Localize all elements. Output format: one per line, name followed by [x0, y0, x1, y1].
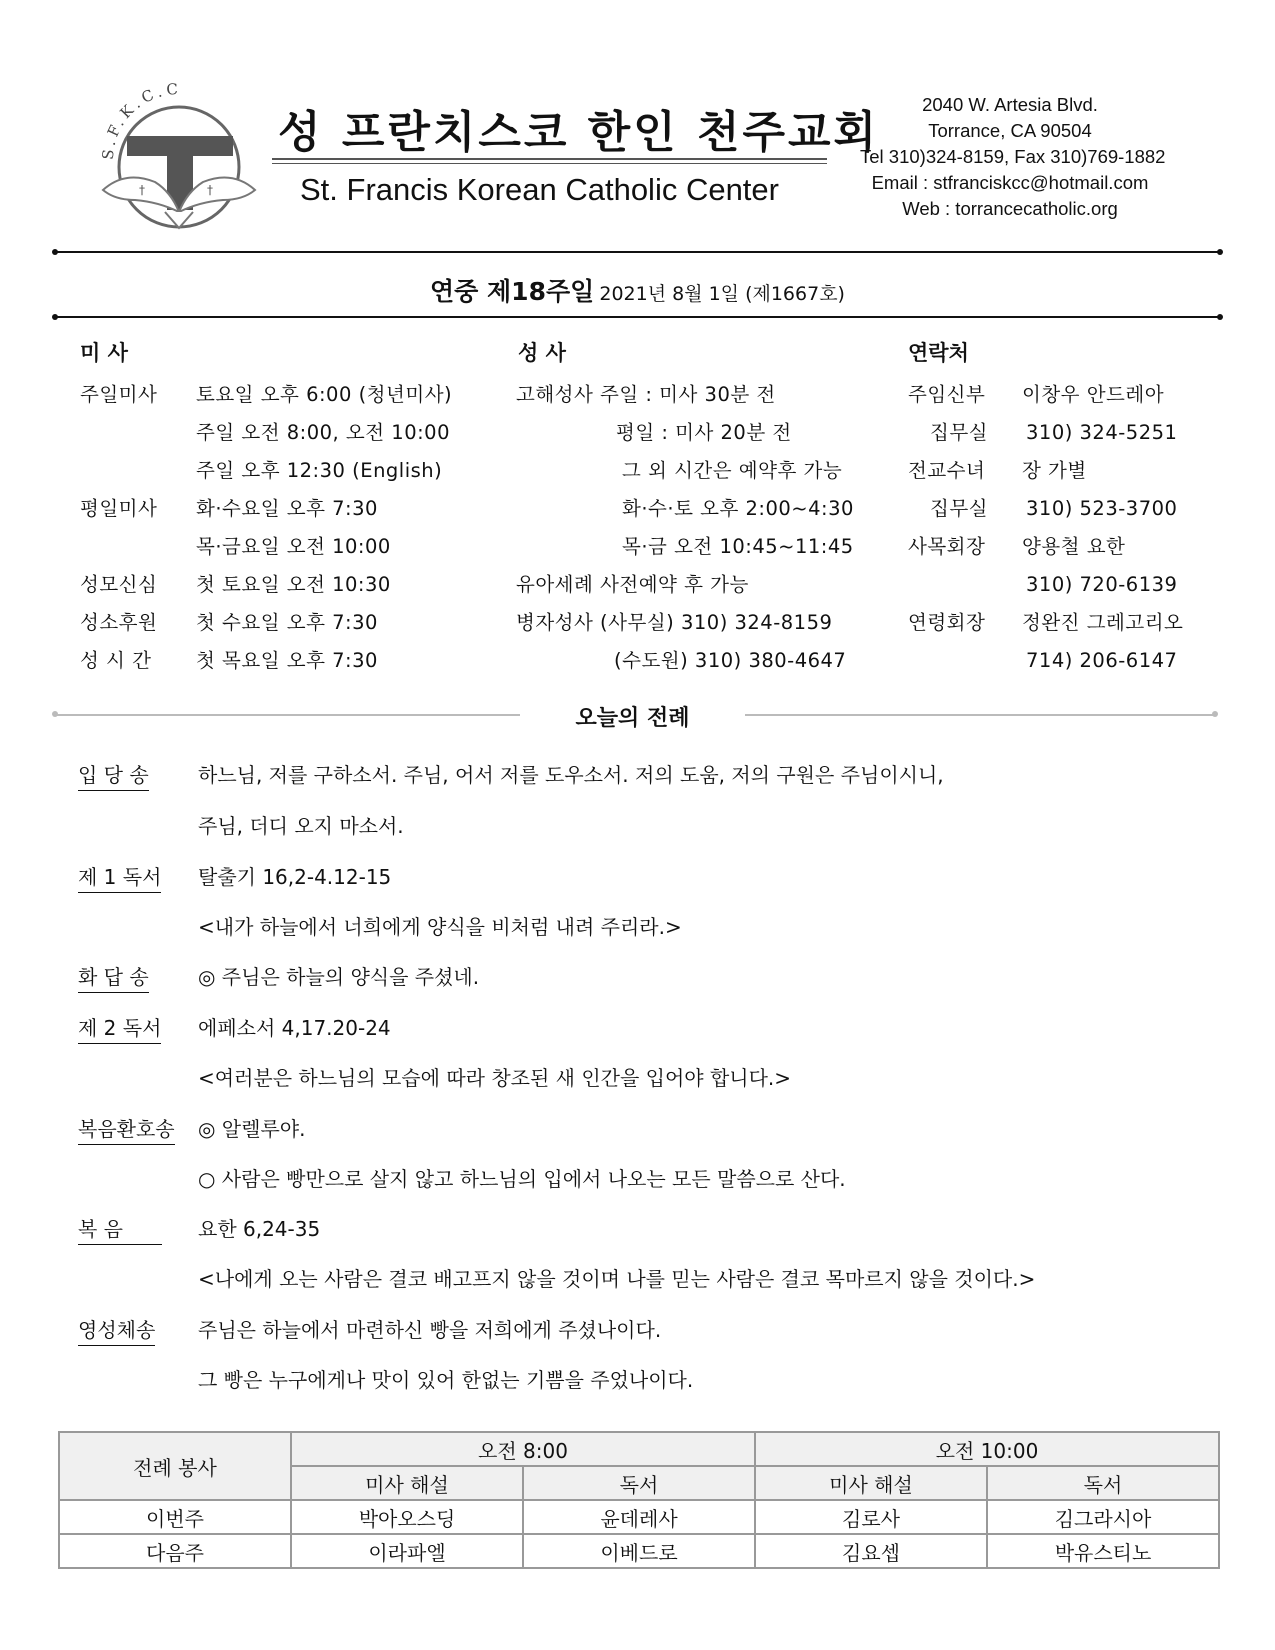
reading1-label: 제 1 독서	[78, 861, 161, 893]
contact-row: 714) 206-6147	[1026, 649, 1178, 672]
table-row: 이번주 박아오스딩 윤데레사 김로사 김그라시아	[59, 1500, 1219, 1534]
communion-text: 주님은 하늘에서 마련하신 빵을 저희에게 주셨나이다.	[198, 1318, 662, 1342]
mass-heading: 미 사	[80, 341, 128, 365]
title-rule	[272, 163, 827, 164]
communion-label: 영성체송	[78, 1314, 155, 1346]
schedule-row: 성 시 간 첫 목요일 오후 7:30	[80, 649, 378, 672]
roster-col-commentator: 미사 해설	[291, 1466, 523, 1500]
roster-col-reader: 독서	[523, 1466, 755, 1500]
psalm-label: 화 답 송	[78, 961, 149, 993]
contact-row: 주임신부 이창우 안드레아	[908, 383, 1165, 406]
parish-logo	[95, 72, 260, 232]
entrance-label: 입 당 송	[78, 759, 149, 791]
gospel-summary: <나에게 오는 사람은 결코 배고프지 않을 것이며 나를 믿는 사람은 결코 목마르지 않을 것이다.>	[198, 1267, 1036, 1291]
contact-row: 310) 720-6139	[1026, 573, 1178, 596]
schedule-row: 화·수·토 오후 2:00~4:30	[622, 497, 854, 520]
address-line-1: 2040 W. Artesia Blvd.	[922, 94, 1098, 115]
schedule-row: 평일미사 화·수요일 오후 7:30	[80, 497, 378, 520]
sunday-name: 연중 제18주일	[430, 277, 595, 306]
svg-text:†: †	[139, 183, 145, 197]
entrance-text: 주님, 더디 오지 마소서.	[198, 814, 404, 838]
parish-name-korean: 성 프란치스코 한인 천주교회	[278, 107, 880, 158]
section-rule	[745, 714, 1215, 716]
reading1-summary: <내가 하늘에서 너희에게 양식을 비처럼 내려 주리라.>	[198, 915, 682, 939]
section-rule	[55, 714, 520, 716]
email: Email : stfranciskcc@hotmail.com	[871, 172, 1149, 193]
sacrament-heading: 성 사	[518, 341, 566, 365]
alleluia-text: ◎ 알렐루야.	[198, 1117, 306, 1141]
parish-name-english: St. Francis Korean Catholic Center	[300, 172, 779, 207]
schedule-row: 평일 : 미사 20분 전	[616, 421, 792, 444]
rule-dot	[1212, 711, 1218, 717]
schedule-row: 그 외 시간은 예약후 가능	[622, 459, 843, 482]
contact-row: 집무실 310) 523-3700	[930, 497, 1178, 520]
roster-mass-8am: 오전 8:00	[291, 1432, 755, 1466]
contact-heading: 연락처	[908, 341, 969, 365]
roster-col-reader: 독서	[987, 1466, 1219, 1500]
svg-text:†: †	[207, 183, 213, 197]
contact-row: 전교수녀 장 가별	[908, 459, 1087, 482]
schedule-row: 고해성사 주일 : 미사 30분 전	[516, 383, 776, 406]
reading2-label: 제 2 독서	[78, 1012, 161, 1044]
schedule-row: 주일 오후 12:30 (English)	[196, 459, 443, 482]
schedule-row: 목·금 오전 10:45~11:45	[622, 535, 854, 558]
phone-fax: Tel 310)324-8159, Fax 310)769-1882	[860, 146, 1166, 167]
title-rule	[272, 158, 827, 160]
gospel-label: 복 음	[78, 1213, 162, 1245]
psalm-text: ◎ 주님은 하늘의 양식을 주셨네.	[198, 965, 480, 989]
reading2-summary: <여러분은 하느님의 모습에 따라 창조된 새 인간을 입어야 합니다.>	[198, 1066, 792, 1090]
gospel-reference: 요한 6,24-35	[198, 1217, 321, 1241]
schedule-row: (수도원) 310) 380-4647	[614, 649, 847, 672]
ministry-roster-table	[58, 1431, 1220, 1569]
contact-row: 연령회장 정완진 그레고리오	[908, 611, 1184, 634]
schedule-row: 성모신심 첫 토요일 오전 10:30	[80, 573, 391, 596]
reading1-reference: 탈출기 16,2-4.12-15	[198, 865, 392, 889]
schedule-row: 성소후원 첫 수요일 오후 7:30	[80, 611, 378, 634]
alleluia-verse: ○ 사람은 빵만으로 살지 않고 하느님의 입에서 나오는 모든 말씀으로 산다.	[198, 1167, 846, 1191]
divider	[55, 316, 1220, 318]
table-row: 다음주 이라파엘 이베드로 김요셉 박유스티노	[59, 1534, 1219, 1568]
schedule-row: 병자성사 (사무실) 310) 324-8159	[516, 611, 833, 634]
schedule-row: 주일 오전 8:00, 오전 10:00	[196, 421, 450, 444]
schedule-row: 목·금요일 오전 10:00	[196, 535, 391, 558]
schedule-row: 주일미사 토요일 오후 6:00 (청년미사)	[80, 383, 453, 406]
contact-block	[860, 92, 1166, 222]
entrance-text: 하느님, 저를 구하소서. 주님, 어서 저를 도우소서. 저의 도움, 저의 구원은 주님이시니,	[198, 763, 944, 787]
reading2-reference: 에페소서 4,17.20-24	[198, 1016, 391, 1040]
bulletin-date: 2021년 8월 1일 (제1667호)	[599, 283, 845, 305]
communion-text: 그 빵은 누구에게나 맛이 있어 한없는 기쁨을 주었나이다.	[198, 1368, 694, 1392]
rule-dot	[52, 711, 58, 717]
roster-corner: 전례 봉사	[59, 1432, 291, 1500]
alleluia-label: 복음환호송	[78, 1113, 175, 1145]
roster-mass-10am: 오전 10:00	[755, 1432, 1219, 1466]
schedule-row: 유아세례 사전예약 후 가능	[516, 573, 749, 596]
sunday-title	[55, 272, 1220, 308]
sacrament-schedule	[516, 376, 896, 680]
address-line-2: Torrance, CA 90504	[928, 120, 1092, 141]
contact-row: 집무실 310) 324-5251	[930, 421, 1178, 444]
contact-list	[908, 376, 1218, 680]
website: Web : torrancecatholic.org	[902, 198, 1118, 219]
roster-col-commentator: 미사 해설	[755, 1466, 987, 1500]
logo-text: S.F.K.C.C	[98, 79, 183, 161]
divider	[55, 251, 1220, 253]
liturgy-title: 오늘의 전례	[575, 706, 690, 731]
mass-schedule	[80, 376, 500, 680]
contact-row: 사목회장 양용철 요한	[908, 535, 1126, 558]
